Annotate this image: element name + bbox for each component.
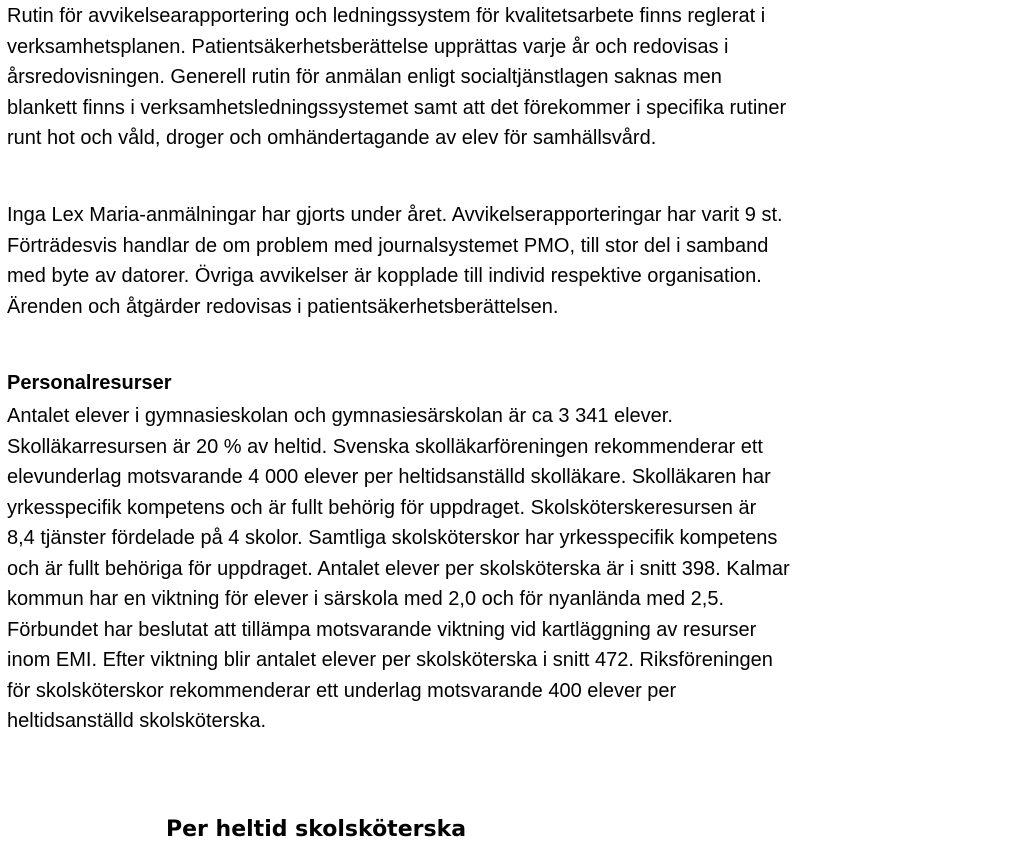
paragraph-avvikelser <box>7 200 783 322</box>
text-line: heltidsanställd skolsköterska. <box>7 710 267 732</box>
paragraph-personalresurser <box>7 401 790 737</box>
text-line: och är fullt behöriga för uppdraget. Antalet elever per skolsköterska är i snitt 398. Kalmar <box>7 557 790 580</box>
text-line: inom EMI. Efter viktning blir antalet elever per skolsköterska i snitt 472. Riksföreningen <box>7 649 773 671</box>
text-line: yrkesspecifik kompetens och är fullt behörig för uppdraget. Skolsköterskeresursen är <box>7 496 757 519</box>
text-line: 8,4 tjänster fördelade på 4 skolor. Samtliga skolsköterskor har yrkesspecifik kompetens <box>7 527 778 549</box>
text-line: elevunderlag motsvarande 4 000 elever per heltidsanställd skolläkare. Skolläkaren har <box>7 466 771 488</box>
text-line: Inga Lex Maria-anmälningar har gjorts under året. Avvikelserapporteringar har varit 9 st. <box>7 204 783 226</box>
section-heading-personalresurser: Personalresurser <box>7 372 172 394</box>
text-line: Skolläkarresursen är 20 % av heltid. Svenska skolläkarföreningen rekommenderar ett <box>7 435 763 458</box>
paragraph-rutiner <box>7 1 786 154</box>
text-line: för skolsköterskor rekommenderar ett underlag motsvarande 400 elever per <box>7 679 677 702</box>
text-line: runt hot och våld, droger och omhändertagande av elev för samhällsvård. <box>7 127 657 149</box>
text-line: årsredovisningen. Generell rutin för anmälan enligt socialtjänstlagen saknas men <box>7 66 722 88</box>
text-line: kommun har en viktning för elever i särskola med 2,0 och för nyanlända med 2,5. <box>7 588 725 610</box>
text-line: Förbundet har beslutat att tillämpa motsvarande viktning vid kartläggning av resurser <box>7 618 757 641</box>
text-line: Rutin för avvikelsearapportering och ledningssystem för kvalitetsarbete finns reglerat i <box>7 5 766 27</box>
text-line: blankett finns i verksamhetsledningssystemet samt att det förekommer i specifika rutiner <box>7 96 787 119</box>
text-line: med byte av datorer. Övriga avvikelser är kopplade till individ respektive organisation. <box>7 265 762 287</box>
text-line: Antalet elever i gymnasieskolan och gymnasiesärskolan är ca 3 341 elever. <box>7 405 673 427</box>
text-line: Förträdesvis handlar de om problem med journalsystemet PMO, till stor del i samband <box>7 234 769 257</box>
chart-heading-per-heltid: Per heltid skolsköterska <box>166 817 467 842</box>
text-line: Ärenden och åtgärder redovisas i patientsäkerhetsberättelsen. <box>7 295 559 318</box>
text-line: verksamhetsplanen. Patientsäkerhetsberättelse upprättas varje år och redovisas i <box>7 35 729 58</box>
